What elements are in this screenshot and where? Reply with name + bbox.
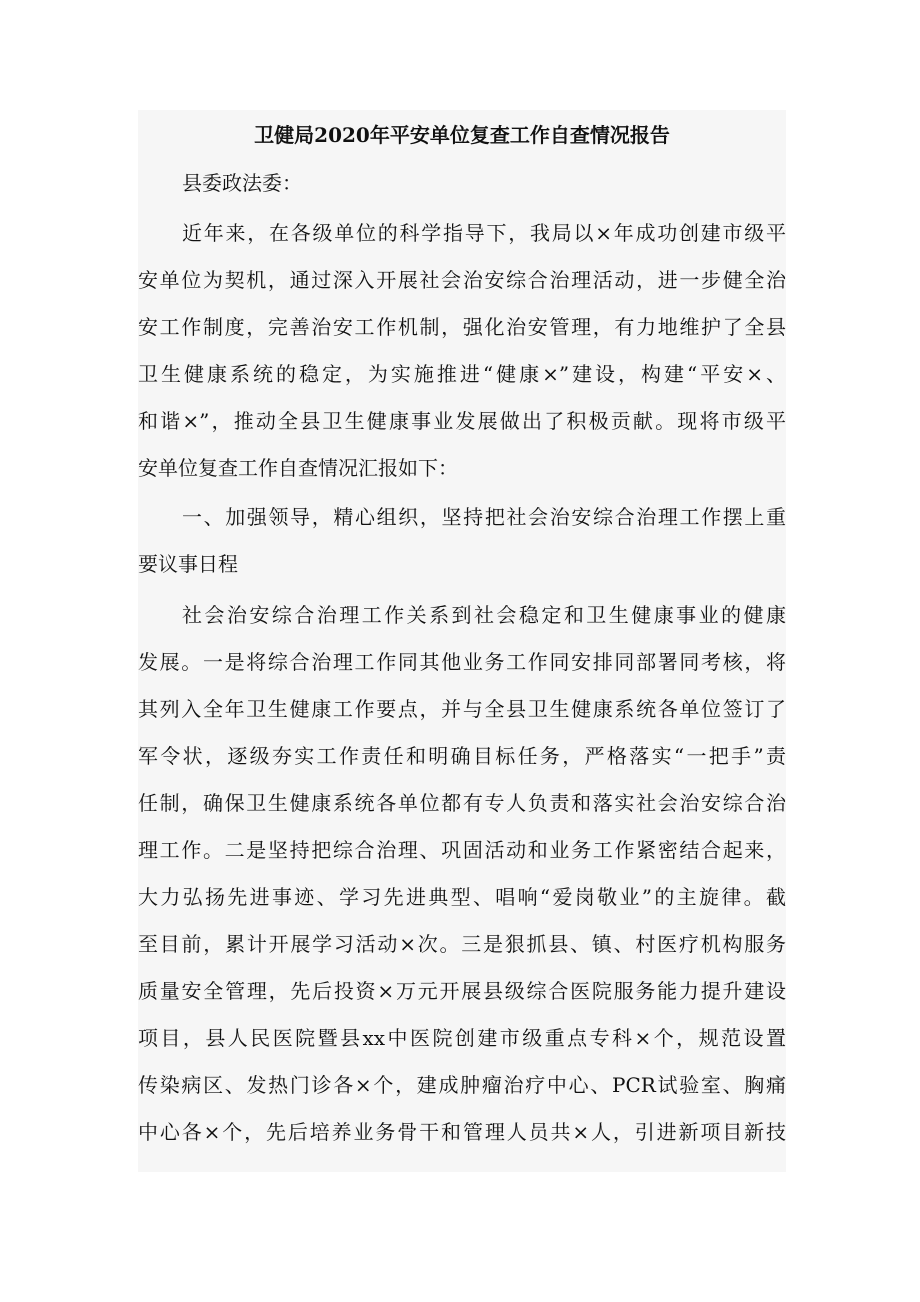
paragraph-line: 安工作制度，完善治安工作机制，强化治安管理，有力地维护了全县 [138,315,786,339]
document-page [138,110,786,1172]
document-title: 卫健局2020年平安单位复查工作自查情况报告 [254,123,670,147]
paragraph-line: 安单位为契机，通过深入开展社会治安综合治理活动，进一步健全治 [138,268,786,292]
paragraph-line: 卫生健康系统的稳定，为实施推进“健康×”建设，构建“平安×、 [138,362,786,386]
paragraph-line: 质量安全管理，先后投资×万元开展县级综合医院服务能力提升建设 [138,979,786,1003]
paragraph-line: 中心各×个，先后培养业务骨干和管理人员共×人，引进新项目新技 [138,1120,786,1144]
paragraph-line: 项目，县人民医院暨县xx中医院创建市级重点专科×个，规范设置 [138,1026,786,1050]
paragraph-line: 至目前，累计开展学习活动×次。三是狠抓县、镇、村医疗机构服务 [138,932,786,956]
paragraph-line: 社会治安综合治理工作关系到社会稳定和卫生健康事业的健康 [182,603,786,627]
paragraph-line: 任制，确保卫生健康系统各单位都有专人负责和落实社会治安综合治 [138,791,786,815]
paragraph-line: 和谐×”，推动全县卫生健康事业发展做出了积极贡献。现将市级平 [138,409,786,433]
addressee-line: 县委政法委： [182,171,302,195]
section-heading-line: 要议事日程 [138,552,238,576]
paragraph-line: 军令状，逐级夯实工作责任和明确目标任务，严格落实“一把手”责 [138,744,786,768]
paragraph-line: 理工作。二是坚持把综合治理、巩固活动和业务工作紧密结合起来， [138,838,786,862]
paragraph-line: 其列入全年卫生健康工作要点，并与全县卫生健康系统各单位签订了 [138,697,786,721]
paragraph-line: 近年来，在各级单位的科学指导下，我局以×年成功创建市级平 [182,221,786,245]
paragraph-line: 安单位复查工作自查情况汇报如下： [138,456,458,480]
paragraph-line: 传染病区、发热门诊各×个，建成肿瘤治疗中心、PCR试验室、胸痛 [138,1073,786,1097]
paragraph-line: 发展。一是将综合治理工作同其他业务工作同安排同部署同考核，将 [138,650,786,674]
section-heading-line: 一、加强领导，精心组织，坚持把社会治安综合治理工作摆上重 [182,505,786,529]
paragraph-line: 大力弘扬先进事迹、学习先进典型、唱响“爱岗敬业”的主旋律。截 [138,885,786,909]
